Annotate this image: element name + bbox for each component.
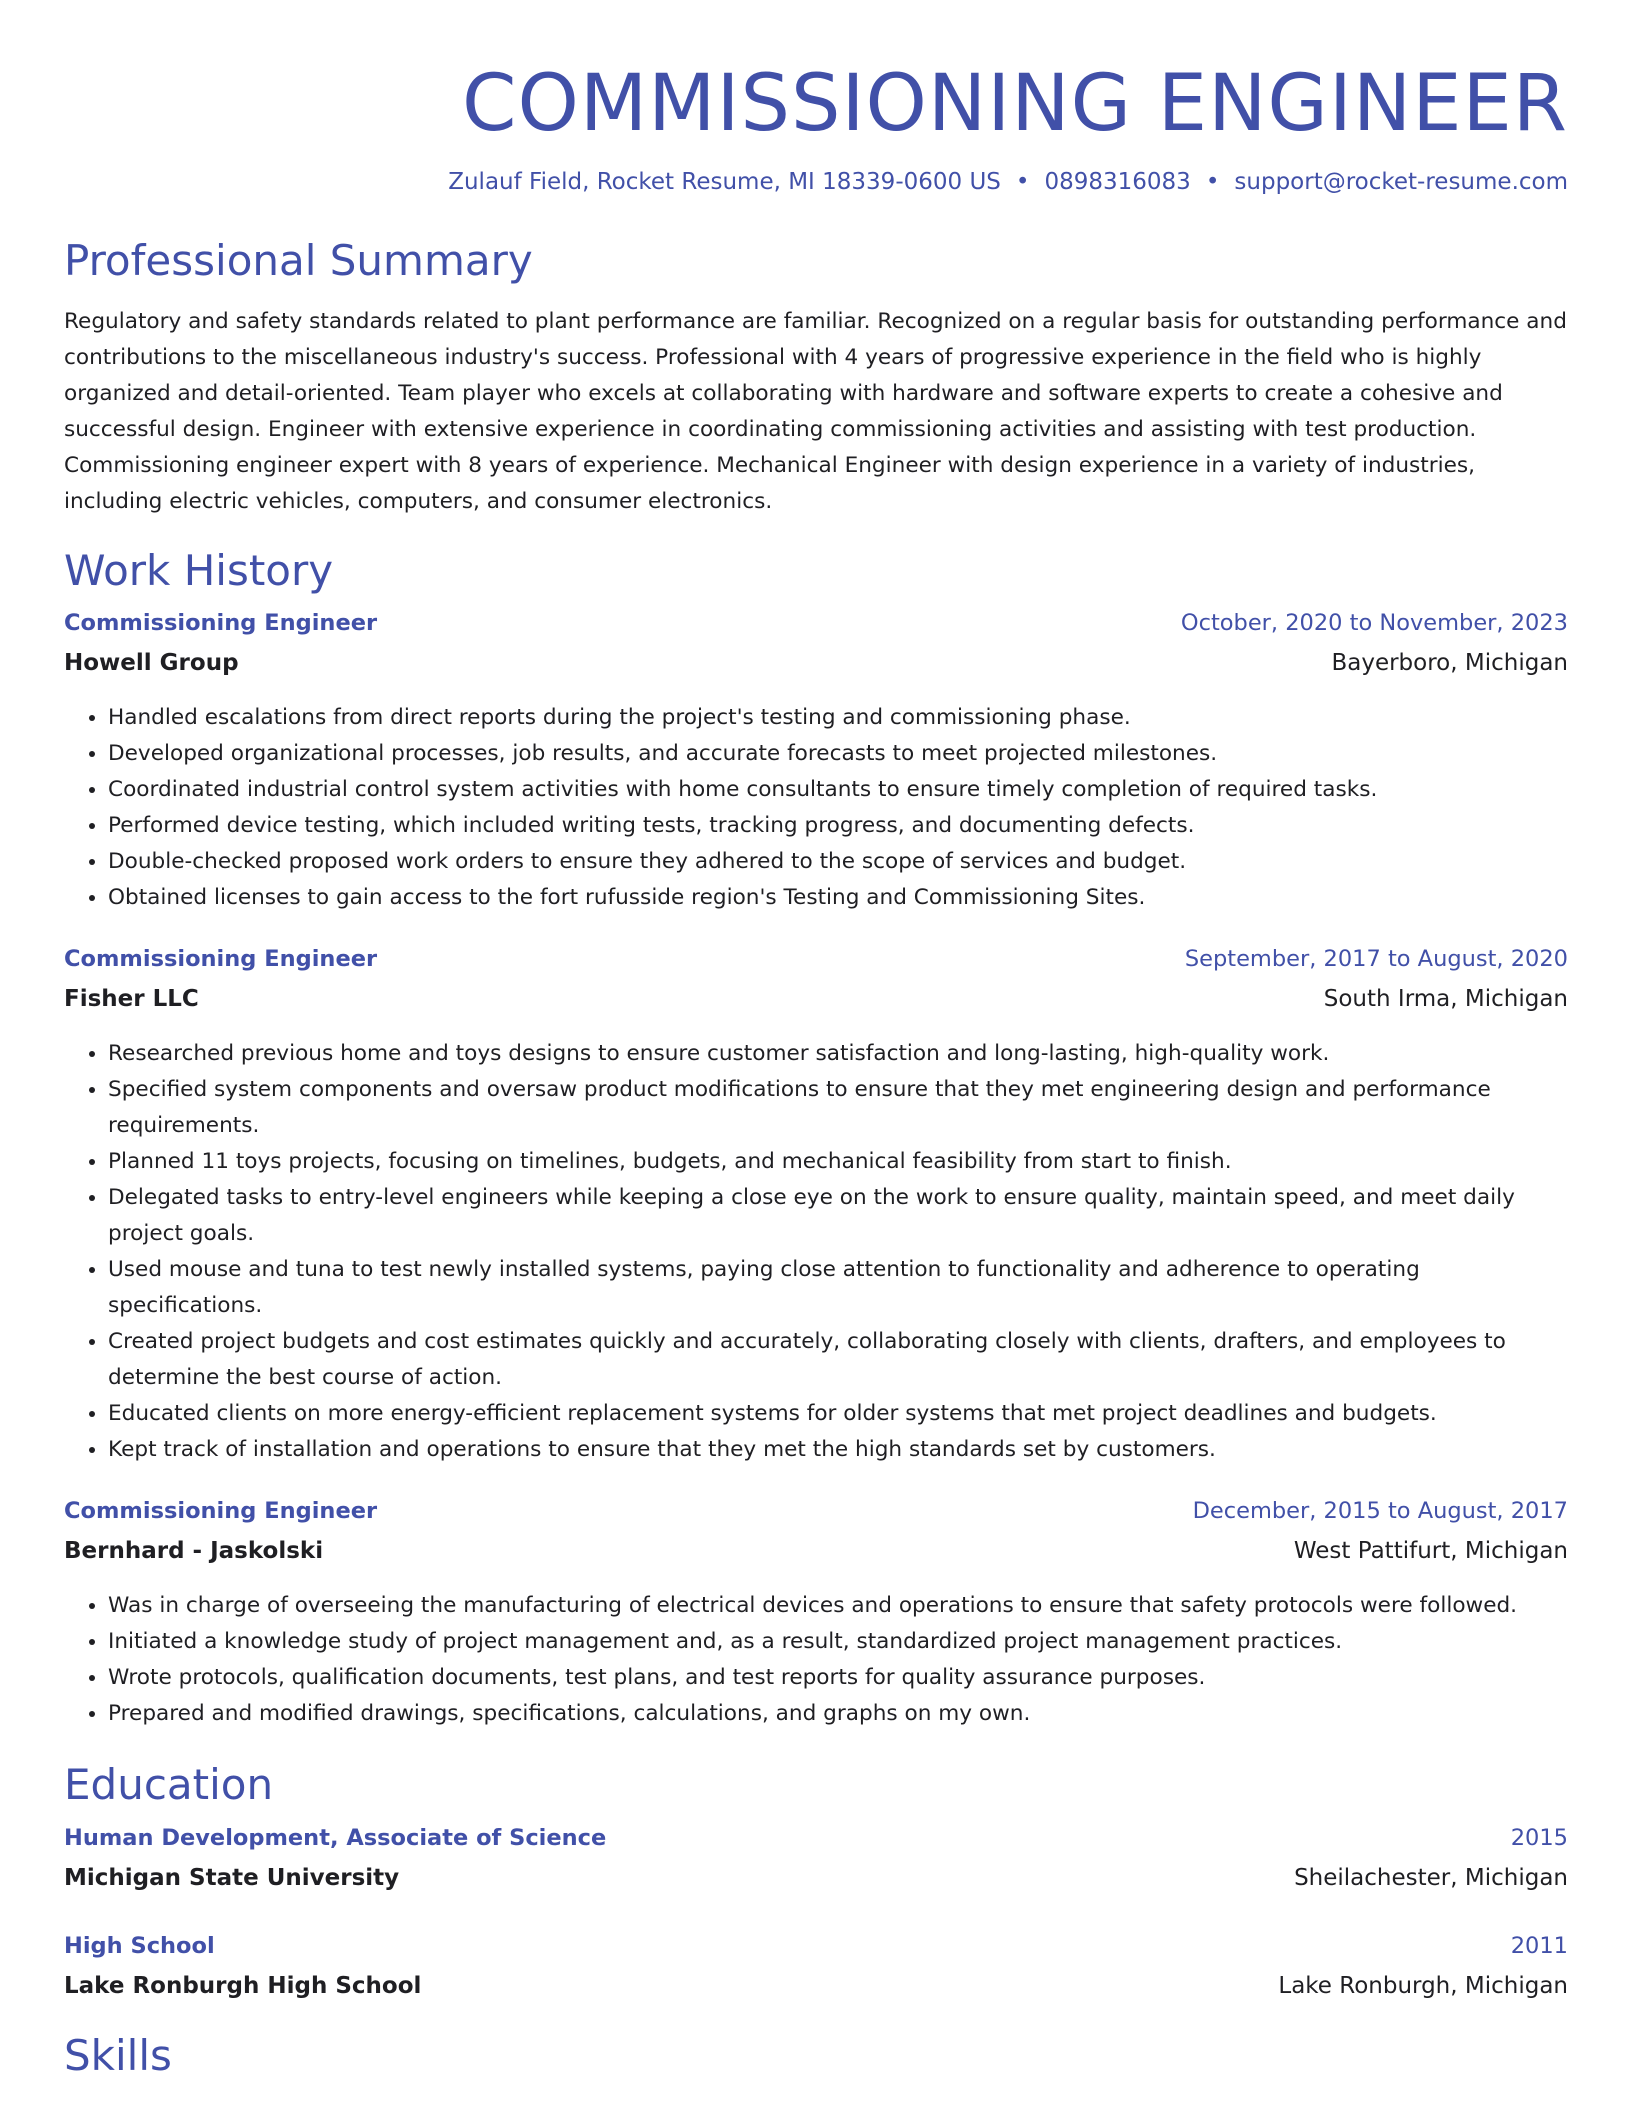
job-entry (64, 946, 1568, 1468)
job-bullet: • Obtained licenses to gain access to the fort rufusside region's Testing and Commissioning Sites. (108, 880, 1568, 916)
job-bullet-list (64, 1588, 1568, 1732)
job-bullet: • Specified system components and oversaw product modifications to ensure that they met engineering design and performance requirements. (108, 1072, 1568, 1144)
job-dates: October, 2020 to November, 2023 (1180, 610, 1568, 637)
job-bullet-list (64, 700, 1568, 916)
job-bullet: • Handled escalations from direct reports during the project's testing and commissioning phase. (108, 700, 1568, 736)
job-bullet: • Double-checked proposed work orders to ensure they adhered to the scope of services and budget. (108, 844, 1568, 880)
job-company: Bernhard - Jaskolski (64, 1538, 324, 1565)
job-bullet: • Prepared and modified drawings, specifications, calculations, and graphs on my own. (108, 1696, 1568, 1732)
education-list (64, 1825, 1568, 2013)
resume-name: COMMISSIONING ENGINEER (461, 59, 1568, 149)
job-company-row (64, 1538, 1568, 1578)
job-title-row (64, 610, 1568, 650)
job-title-row (64, 946, 1568, 986)
job-bullet: • Planned 11 toys projects, focusing on timelines, budgets, and mechanical feasibility from start to finish. (108, 1144, 1568, 1180)
job-bullet: • Was in charge of overseeing the manufacturing of electrical devices and operations to ensure that safety protocols were followed. (108, 1588, 1568, 1624)
education-degree: Human Development, Associate of Science (64, 1824, 607, 1851)
job-entry (64, 610, 1568, 916)
job-company-row (64, 986, 1568, 1026)
job-dates: September, 2017 to August, 2020 (1184, 946, 1568, 973)
contact-line (64, 166, 1568, 198)
summary-heading: Professional Summary (64, 235, 533, 285)
education-heading: Education (64, 1760, 274, 1810)
job-bullet: • Researched previous home and toys designs to ensure customer satisfaction and long-lasting, high-quality work. (108, 1036, 1568, 1072)
job-bullet: • Delegated tasks to entry-level engineers while keeping a close eye on the work to ensure quality, maintain speed, and meet daily project goals. (108, 1180, 1568, 1252)
summary-text: Regulatory and safety standards related to plant performance are familiar. Recognized on a regular basis for outstanding performance and contributions to the miscellaneous industry's success. Professional with 4 years of progressive experience in the field who is highly organized and detail-oriented. Team player who excels at collaborating with hardware and software experts to create a cohesive and successful design. Engineer with extensive experience in coordinating commissioning activities and assisting with test production. Commissioning engineer expert with 8 years of experience. Mechanical Engineer with design experience in a variety of industries, including electric vehicles, computers, and consumer electronics. (64, 309, 1567, 515)
job-location: South Irma, Michigan (1323, 986, 1568, 1013)
job-bullet: • Educated clients on more energy-efficient replacement systems for older systems that met project deadlines and budgets. (108, 1396, 1568, 1432)
job-bullet: • Kept track of installation and operations to ensure that they met the high standards set by customers. (108, 1432, 1568, 1468)
contact-separator: • (1015, 168, 1030, 195)
job-company: Howell Group (64, 650, 239, 677)
education-year: 2015 (1510, 1824, 1568, 1851)
contact-separator: • (1205, 168, 1220, 195)
education-degree-row (64, 1933, 1568, 1973)
contact-email[interactable]: support@rocket-resume.com (1234, 168, 1568, 195)
job-location: Bayerboro, Michigan (1331, 650, 1568, 677)
education-school: Michigan State University (64, 1864, 400, 1891)
education-degree: High School (64, 1932, 215, 1959)
job-bullet: • Initiated a knowledge study of project management and, as a result, standardized project management practices. (108, 1624, 1568, 1660)
job-title: Commissioning Engineer (64, 946, 378, 973)
job-bullet: • Used mouse and tuna to test newly installed systems, paying close attention to functionality and adherence to operating specifications. (108, 1252, 1568, 1324)
job-location: West Pattifurt, Michigan (1293, 1538, 1568, 1565)
job-bullet: • Created project budgets and cost estimates quickly and accurately, collaborating closely with clients, drafters, and employees to determine the best course of action. (108, 1324, 1568, 1396)
contact-address: Zulauf Field, Rocket Resume, MI 18339-0600 US (448, 168, 1001, 195)
job-company-row (64, 650, 1568, 690)
job-company: Fisher LLC (64, 986, 199, 1013)
work-history-list (64, 610, 1568, 1732)
job-bullet: • Performed device testing, which included writing tests, tracking progress, and documenting defects. (108, 808, 1568, 844)
education-entry (64, 1933, 1568, 2013)
job-bullet: • Developed organizational processes, job results, and accurate forecasts to meet projected milestones. (108, 736, 1568, 772)
job-title: Commissioning Engineer (64, 610, 378, 637)
education-school-row (64, 1865, 1568, 1905)
education-degree-row (64, 1825, 1568, 1865)
education-location: Sheilachester, Michigan (1294, 1864, 1568, 1891)
skills-heading: Skills (64, 2030, 172, 2080)
job-bullet: • Wrote protocols, qualification documents, test plans, and test reports for quality assurance purposes. (108, 1660, 1568, 1696)
education-school: Lake Ronburgh High School (64, 1972, 422, 1999)
education-entry (64, 1825, 1568, 1905)
contact-phone: 0898316083 (1044, 168, 1191, 195)
education-location: Lake Ronburgh, Michigan (1278, 1972, 1568, 1999)
education-school-row (64, 1973, 1568, 2013)
job-dates: December, 2015 to August, 2017 (1192, 1498, 1568, 1525)
job-bullet: • Coordinated industrial control system activities with home consultants to ensure timely completion of required tasks. (108, 772, 1568, 808)
work-history-heading: Work History (64, 546, 334, 596)
job-title: Commissioning Engineer (64, 1498, 378, 1525)
job-entry (64, 1498, 1568, 1732)
education-year: 2011 (1510, 1932, 1568, 1959)
job-bullet-list (64, 1036, 1568, 1468)
job-title-row (64, 1498, 1568, 1538)
